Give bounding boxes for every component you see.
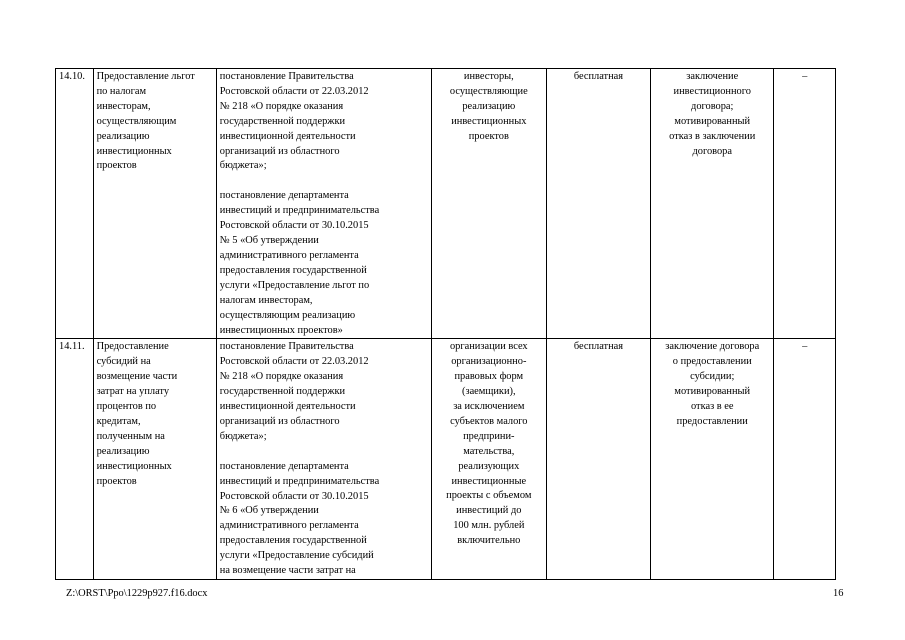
- legal-acts: [216, 339, 431, 580]
- legal-act: постановление департамента инвестиций и предпринимательства Ростовской области от 30.10.2015 № 5 «Об утверждении административного регламента предоставления государственной услуги «Предоставление льгот по налогам инвесторам, осуществляющим реализацию инвестиционных проектов»: [219, 190, 380, 336]
- legal-act: постановление департамента инвестиций и предпринимательства Ростовской области от 30.10.2015 № 6 «Об утверждении административного регламента предоставления государственной услуги «Предоставление субсидий на возмещение части затрат на: [219, 460, 380, 577]
- row-number: 14.10.: [56, 69, 94, 339]
- extra: –: [774, 339, 836, 580]
- legal-acts: [216, 69, 431, 339]
- extra: –: [774, 69, 836, 339]
- footer-file-path: Z:\ORST\Ppo\1229p927.f16.docx: [66, 588, 208, 599]
- row-number: 14.11.: [56, 339, 94, 580]
- legal-act: постановление Правительства Ростовской области от 22.03.2012 № 218 «О порядке оказания государственной поддержки инвестиционной деятельности организаций из областного бюджета»;: [219, 71, 369, 172]
- services-table: [55, 68, 836, 580]
- service-name: Предоставление субсидий на возмещение части затрат на уплату процентов по кредитам, полученным на реализацию инвестиционных проектов: [93, 339, 216, 580]
- result: заключение договора о предоставлении субсидии; мотивированный отказ в ее предоставлении: [651, 339, 774, 580]
- fee: бесплатная: [546, 69, 650, 339]
- page-number: 16: [833, 588, 844, 599]
- recipients: организации всех организационно- правовых форм (заемщики), за исключением субъектов малого предприни- мательства, реализующих инвестиционные проекты с объемом инвестиций до 100 млн. рублей включительно: [431, 339, 546, 580]
- fee: бесплатная: [546, 339, 650, 580]
- result: заключение инвестиционного договора; мотивированный отказ в заключении договора: [651, 69, 774, 339]
- service-name: Предоставление льгот по налогам инвесторам, осуществляющим реализацию инвестиционных проектов: [93, 69, 216, 339]
- table-row: [56, 339, 836, 580]
- table-row: [56, 69, 836, 339]
- recipients: инвесторы, осуществляющие реализацию инвестиционных проектов: [431, 69, 546, 339]
- legal-act: постановление Правительства Ростовской области от 22.03.2012 № 218 «О порядке оказания государственной поддержки инвестиционной деятельности организаций из областного бюджета»;: [219, 341, 369, 442]
